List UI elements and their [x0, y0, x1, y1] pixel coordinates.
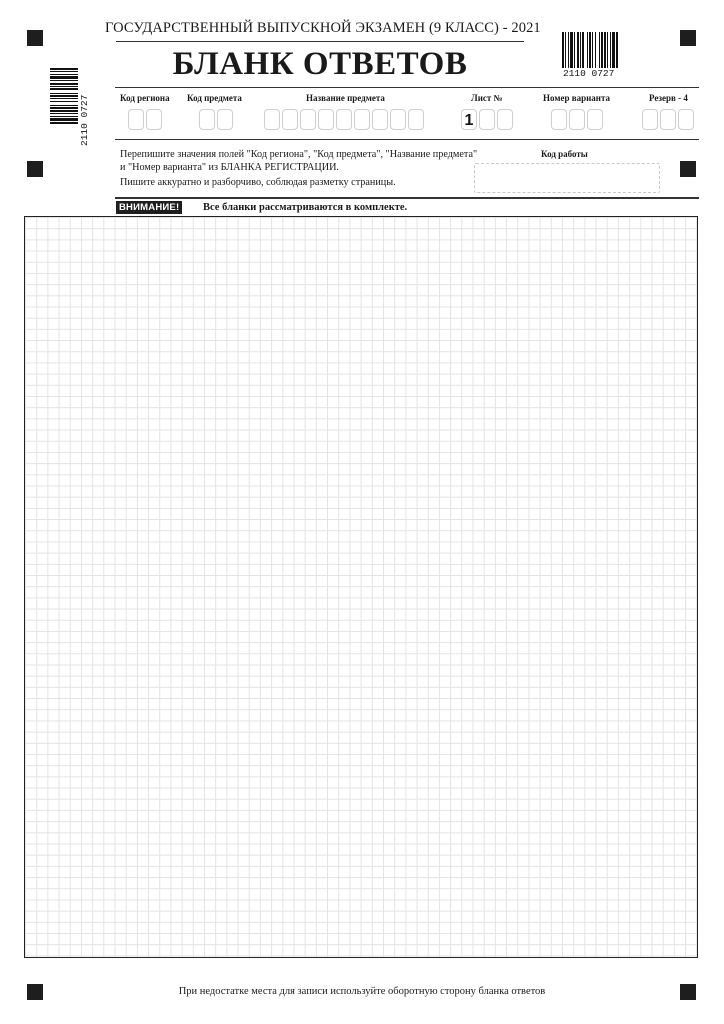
sheet-number-cells[interactable]: [461, 109, 513, 130]
corner-marker-top-left: [27, 30, 43, 46]
region-code-cell[interactable]: [128, 109, 144, 130]
instruction-line-1: Перепишите значения полей "Код региона", "Код предмета", "Название предмета" и "Номер варианта" из БЛАНКА РЕГИСТРАЦИИ.: [120, 149, 478, 173]
reserve-cell[interactable]: [678, 109, 694, 130]
subject-name-cells[interactable]: [264, 109, 424, 130]
reserve-label: Резерв - 4: [649, 93, 688, 103]
side-marker-left: [27, 161, 43, 177]
fields-bottom-rule: [115, 139, 699, 140]
sheet-number-cell[interactable]: [479, 109, 495, 130]
region-code-cell[interactable]: [146, 109, 162, 130]
instruction-line-2: Пишите аккуратно и разборчиво, соблюдая разметку страницы.: [120, 177, 396, 188]
subject-code-label: Код предмета: [187, 93, 242, 103]
vertical-barcode: [50, 68, 100, 146]
subject-code-cell[interactable]: [217, 109, 233, 130]
horizontal-barcode: [561, 32, 641, 80]
work-code-label: Код работы: [541, 149, 588, 159]
reserve-cell[interactable]: [642, 109, 658, 130]
footer-note: При недостатке места для записи используйте оборотную сторону бланка ответов: [178, 986, 546, 997]
reserve-cell[interactable]: [660, 109, 676, 130]
corner-marker-top-right: [680, 30, 696, 46]
header-bottom-rule: [115, 197, 699, 199]
subject-name-label: Название предмета: [306, 93, 385, 103]
attention-badge: ВНИМАНИЕ!: [116, 201, 182, 214]
subject-code-cells[interactable]: [199, 109, 233, 130]
instructions: [120, 149, 480, 190]
header-rule: [116, 41, 524, 42]
sheet-number-cell[interactable]: 1: [461, 109, 477, 130]
variant-number-cell[interactable]: [587, 109, 603, 130]
attention-text: Все бланки рассматриваются в комплекте.: [203, 202, 408, 213]
side-marker-right: [680, 161, 696, 177]
horizontal-barcode-number: 2110 0727: [563, 68, 615, 79]
subject-name-cell[interactable]: [282, 109, 298, 130]
subject-name-cell[interactable]: [318, 109, 334, 130]
subject-name-cell[interactable]: [390, 109, 406, 130]
variant-number-cells[interactable]: [551, 109, 603, 130]
subject-name-cell[interactable]: [264, 109, 280, 130]
variant-number-cell[interactable]: [551, 109, 567, 130]
exam-title: ГОСУДАРСТВЕННЫЙ ВЫПУСКНОЙ ЭКЗАМЕН (9 КЛАСС) - 2021: [105, 20, 541, 36]
subject-name-cell[interactable]: [300, 109, 316, 130]
region-code-cells[interactable]: [128, 109, 162, 130]
subject-name-cell[interactable]: [372, 109, 388, 130]
sheet-number-cell[interactable]: [497, 109, 513, 130]
sheet-number-label: Лист №: [471, 93, 503, 103]
variant-number-label: Номер варианта: [543, 93, 610, 103]
subject-name-cell[interactable]: [408, 109, 424, 130]
region-code-label: Код региона: [120, 93, 170, 103]
reserve-cells[interactable]: [642, 109, 694, 130]
fields-top-rule: [115, 87, 699, 88]
subject-name-cell[interactable]: [354, 109, 370, 130]
variant-number-cell[interactable]: [569, 109, 585, 130]
subject-code-cell[interactable]: [199, 109, 215, 130]
vertical-barcode-number: 2110 0727: [79, 94, 90, 146]
answer-grid-area[interactable]: [24, 216, 698, 958]
form-title: БЛАНК ОТВЕТОВ: [172, 46, 468, 82]
subject-name-cell[interactable]: [336, 109, 352, 130]
work-code-box[interactable]: [474, 163, 660, 193]
